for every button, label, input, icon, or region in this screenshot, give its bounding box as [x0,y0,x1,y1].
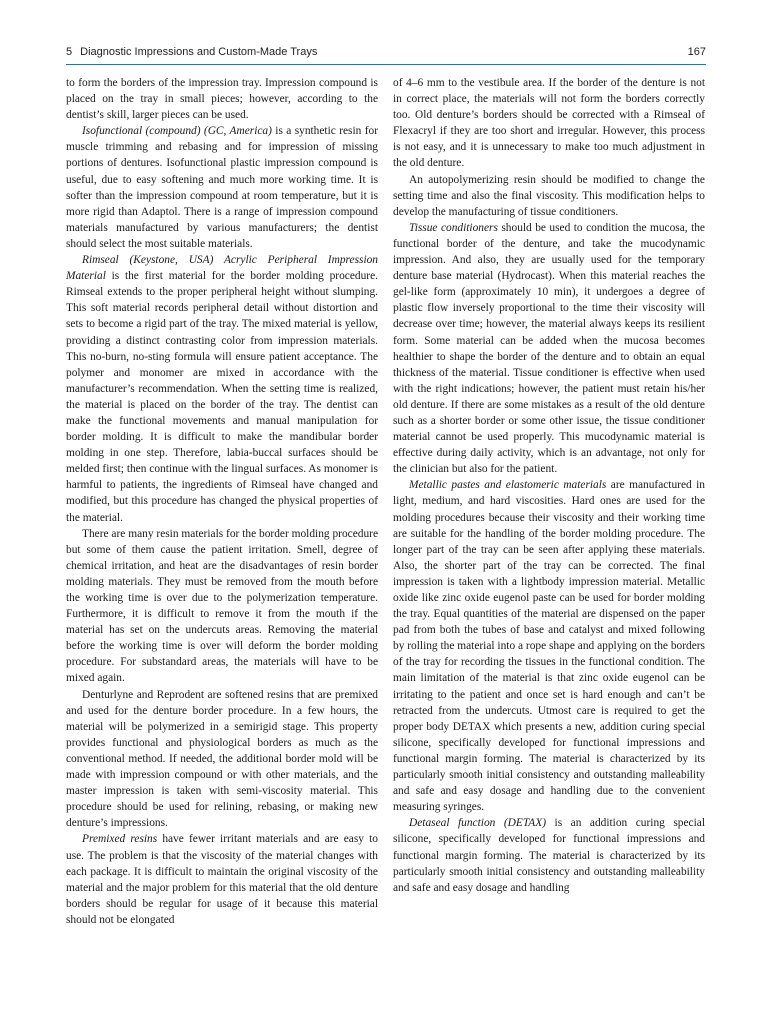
left-column [66,75,378,928]
paragraph: Denturlyne and Reprodent are softened resins that are premixed and used for the denture border procedure. In a few hours, the material will be polymerized in a semirigid stage. This property provides functional and physiological borders as much as the conventional method. If needed, the additional border mold will be made with impression compound or with other materials, and the master impression is taken with semi-viscosity material. This procedure should be used for relining, rebasing, or making new denture’s impressions. [66,688,378,830]
running-title: Diagnostic Impressions and Custom-Made Trays [80,46,318,58]
paragraph: An autopolymerizing resin should be modified to change the setting time and also the final viscosity. This modification helps to develop the manufacturing of tissue conditioners. [393,173,705,218]
term-rimseal: Rimseal (Keystone, USA) Acrylic Peripheral Impression Material [66,254,378,283]
paragraph-text: are manufactured in light, medium, and hard viscosities. Hard ones are used for the molding procedures because their viscosity and their working time are suitable for the handling of the border molding procedure. The longer part of the tray can be seen after applying these materials. Also, the shorter part of the tray can be corrected. The final impression is taken with a lightbody impression material. Metallic oxide like zinc oxide eugenol paste can be used for border molding the tray. Equal quantities of the material are dispensed on the paper pad from both the tubes of base and catalyst and mixed following by rolling the material into a rope shape and applying on the borders of the tray for recording the tissues in the functional condition. The main limitation of the material is that zinc oxide eugenol can be irritating to the patient and once set is hard enough and can’t be retracted from the undercuts. Utmost care is required to get the proper body DETAX which presents a new, addition curing special silicone, specifically developed for functional impressions and functional margin forming. The material is characterized by its particularly smooth initial consistency and outstanding malleability and safe and easy dosage and handling due to the convenient measuring syringes. [393,479,705,814]
paragraph [393,477,705,815]
term-premixed-resins: Premixed resins [82,833,158,846]
page-number: 167 [687,46,706,58]
term-tissue-conditioners: Tissue conditioners [409,221,498,234]
paragraph-text: is a synthetic resin for muscle trimming and rebasing and for impression of missing portions of dentures. Isofunctional plastic impression compound is useful, due to easy softening and much more working time. It is softer than the impression compound at room temperature, but it is more rigid than Adaptol. There is a range of impression compound materials manufactured by various manufacturers; the dentist should select the most suitable materials. [66,125,378,250]
paragraph-text: is an addition curing special silicone, specifically developed for functional impressions and functional margin forming. The material is characterized by its particularly smooth initial consistency and outstanding malleability and safe and easy dosage and handling [393,817,705,894]
term-isofunctional: Isofunctional (compound) (GC, America) [82,125,272,138]
right-column [393,75,705,896]
term-metallic-pastes: Metallic pastes and elastomeric materials [409,479,607,492]
chapter-number: 5 [66,46,73,58]
paragraph [66,831,378,928]
paragraph-text: is the first material for the border molding procedure. Rimseal extends to the proper peripheral height without slumping. This soft material records peripheral detail without distortion and sets to become a rigid part of the tray. The mixed material is yellow, providing a distinct contrasting color from impression materials. This no-burn, no-sting formula will ensure patient acceptance. The polymer and monomer are mixed in accordance with the manufacturer’s recommendation. When the setting time is realized, the material is placed on the border of the tray. The dentist can make the functional movements and manual manipulation for border molding. It is difficult to make the mandibular border molding in one step. Therefore, labia-buccal surfaces should be melded first; then continue with the lingual surfaces. As monomer is harmful to patients, the ingredients of Rimseal have changed and modified, but this procedure has changed the physical properties of the material. [66,270,378,524]
term-detaseal-function: Detaseal function (DETAX) [409,817,547,830]
running-title-block [66,46,317,58]
paragraph: There are many resin materials for the border molding procedure but some of them cause the patient irritation. Smell, degree of chemical irritation, and heat are the disadvantages of resin border molding materials. They must be removed from the mouth before the working time is over due to the polymerization temperature. Furthermore, it is difficult to remove it from the mouth if the material has set on the undercuts areas. Removing the material before the working time is over will deform the border molding procedure. For substandard areas, the materials will have to be mixed again. [66,527,378,685]
paragraph [393,815,705,895]
paragraph [66,252,378,526]
paragraph-text: should be used to condition the mucosa, the functional border of the denture, and take the mucodynamic impression. And also, they are usually used for the temporary denture base material (Hydrocast). When this material reaches the gel-like form (approximately 10 min), it undergoes a degree of plastic flow inversely proportional to the time their viscosity will decrease over time; however, the material always keeps its resilient form. Some material can be added when the mucosa becomes healthier to shape the border of the denture and to obtain an equal thickness of the material. Tissue conditioner is effective when used with the right indications; however, the patient must retain his/her old denture. If there are some mistakes as a result of the old denture such as a shorter border or some other issue, the tissue conditioner material cannot be used properly. This mucodynamic material is effective during daily activity, which is an advantage, not only for the clinician but also for the patient. [393,221,705,476]
running-header [66,46,706,65]
paragraph-text: have fewer irritant materials and are easy to use. The problem is that the viscosity of the material changes with each package. It is difficult to maintain the original viscosity of the material and the major problem for this material that the old denture borders should be regular for usage of it because this material should not be elongated [66,833,379,926]
paragraph [66,123,378,252]
paragraph: of 4–6 mm to the vestibule area. If the border of the denture is not in correct place, the materials will not form the borders correctly too. Old denture’s borders should be corrected with a Rimseal of Flexacryl if they are too short and irregular. However, this process is not easy, and it is unnecessary to make too much adjustment in the old denture. [393,77,705,170]
paragraph [393,220,705,478]
paragraph: to form the borders of the impression tray. Impression compound is placed on the tray in small pieces; however, according to the dentist’s skill, larger pieces can be used. [66,77,378,122]
